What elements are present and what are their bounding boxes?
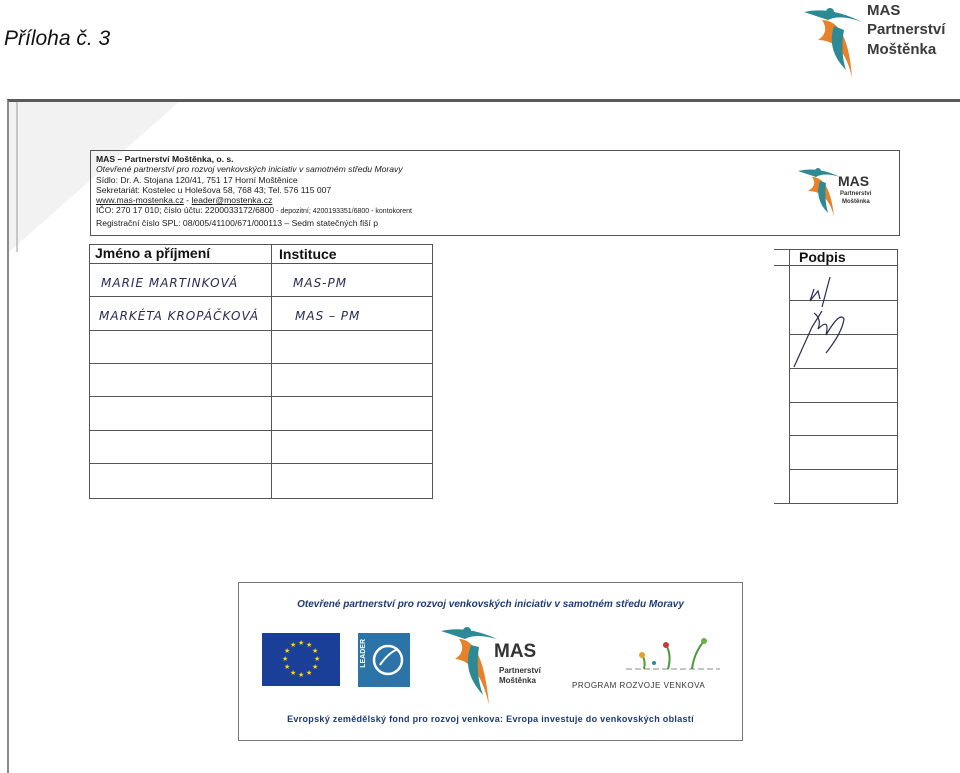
column-header-name: Jméno a příjmení (95, 245, 211, 261)
org-ico: IČO: 270 17 010; číslo účtu: 2200033172/6800 (96, 205, 275, 216)
mas-logo-figure-icon (439, 621, 499, 706)
program-label: PROGRAM ROZVOJE VENKOVA (572, 681, 706, 690)
svg-text:★: ★ (306, 669, 313, 677)
org-motto: Otevřené partnerství pro rozvoj venkovských iniciativ v samotném středu Moravy (96, 164, 403, 175)
handwritten-signatures (774, 249, 898, 369)
letterhead-logo-mas: MAS (838, 173, 870, 189)
table-row-1-institution: MAS-PM (293, 276, 348, 290)
page-title: Příloha č. 3 (4, 27, 111, 50)
footer-mas-logo (439, 621, 559, 706)
org-secretariat: Sekretariát: Kostelec u Holešova 58, 768 43; Tel. 576 115 007 (96, 184, 332, 195)
org-name: MAS – Partnerství Moštěnka, o. s. (96, 154, 234, 164)
svg-text:★: ★ (298, 639, 305, 647)
rural-development-sprouts-icon (624, 635, 724, 675)
org-email-link[interactable]: leader@mostenka.cz (191, 195, 273, 206)
svg-text:★: ★ (282, 655, 289, 663)
table-row-1-name: MARIE MARTINKOVÁ (101, 276, 239, 290)
scanned-attendance-sheet (7, 99, 960, 773)
column-header-signature: Podpis (799, 249, 846, 265)
leader-logo (358, 633, 410, 687)
logo-text-mostenka: Moštěnka (867, 41, 937, 58)
leader-logo-text: LEADER (360, 639, 367, 668)
mas-logo-figure-icon (800, 0, 870, 80)
funding-footer (238, 582, 743, 741)
org-web-link[interactable]: www.mas-mostenka.cz (96, 195, 184, 206)
org-ico-accounts: - depozitní; 4200193351/6800 - kontokorent (274, 208, 412, 216)
org-seat: Sídlo: Dr. A. Stojana 120/41, 751 17 Horní Moštěnice (96, 174, 298, 185)
letterhead (90, 150, 900, 236)
org-separator: - (183, 195, 192, 206)
svg-text:★: ★ (298, 671, 305, 679)
svg-text:★: ★ (312, 663, 319, 671)
attendance-table (89, 244, 433, 501)
svg-text:★: ★ (306, 641, 313, 649)
logo-text-partnerstvi: Partnerství (867, 21, 946, 38)
letterhead-logo-partnerstvi: Partnerství (840, 191, 872, 197)
svg-text:★: ★ (284, 663, 291, 671)
mas-logo (800, 0, 960, 80)
table-row-2-institution: MAS – PM (295, 309, 361, 323)
svg-text:★: ★ (290, 669, 297, 677)
logo-text-mas: MAS (867, 2, 901, 19)
table-row-2-name: MARKÉTA KROPÁČKOVÁ (99, 309, 260, 323)
footer-title: Otevřené partnerství pro rozvoj venkovských iniciativ v samotném středu Moravy (297, 599, 684, 610)
letterhead-logo-mostenka: Moštěnka (842, 199, 870, 205)
org-registration: Registrační číslo SPL: 08/005/41100/671/000113 – Sedm statečných fiší p (96, 217, 379, 228)
footer-logo-partnerstvi: Partnerství (499, 666, 541, 675)
svg-text:★: ★ (284, 647, 291, 655)
column-header-institution: Instituce (279, 246, 337, 262)
footer-logo-mostenka: Moštěnka (499, 676, 536, 685)
svg-text:★: ★ (312, 647, 319, 655)
signature-column (774, 249, 898, 504)
leader-emblem-icon (358, 633, 410, 687)
footer-eafrd-text: Evropský zemědělský fond pro rozvoj venkova: Evropa investuje do venkovských oblastí (287, 714, 694, 724)
footer-logo-mas: MAS (494, 641, 537, 662)
mas-logo-figure-icon (796, 159, 846, 229)
eu-flag-icon (262, 633, 340, 686)
svg-text:★: ★ (314, 655, 321, 663)
letterhead-logo (796, 159, 896, 229)
svg-text:★: ★ (290, 641, 297, 649)
